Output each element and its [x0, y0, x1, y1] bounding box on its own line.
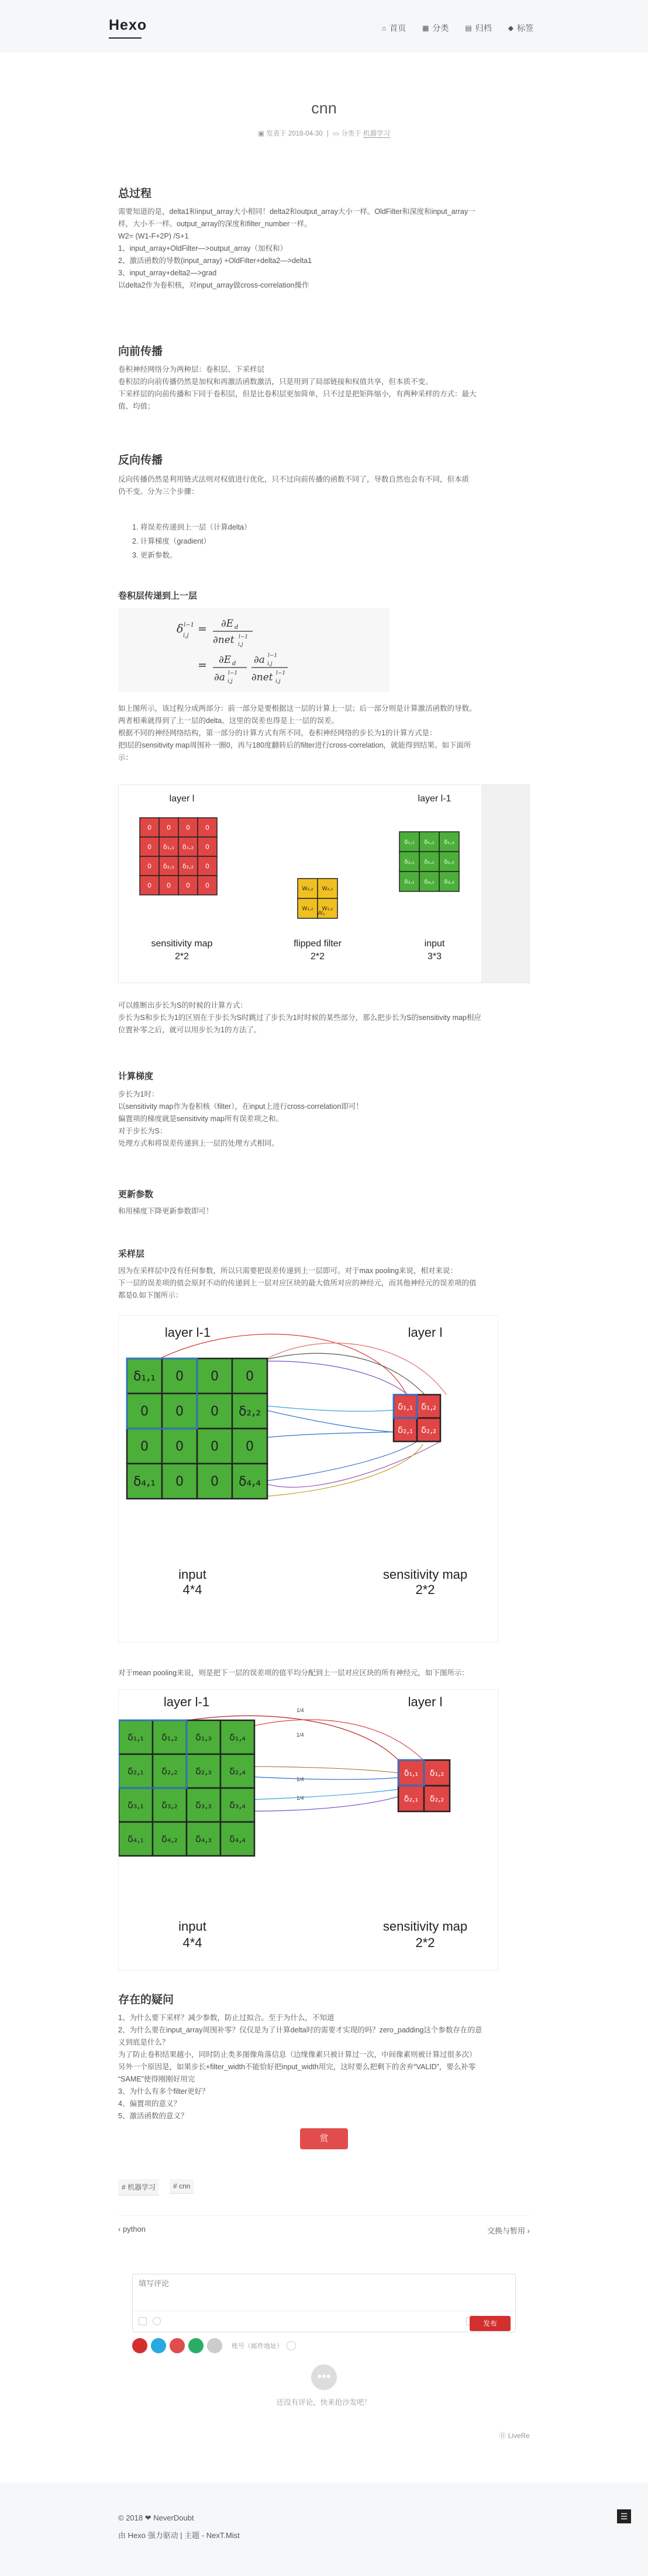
sensitivity-map-cell-label: δ₁,₂ [182, 843, 194, 851]
empty-comments-text: 还没有评论，快来抢沙发吧！ [276, 2398, 372, 2406]
text-line: 下一层的误差项的值会原封不动的传递到上一层对应区块的最大值所对应的神经元，而其他神经元的误差项的值 [118, 1279, 477, 1287]
figure-label: sensitivity map [151, 939, 213, 949]
tag-link[interactable]: # 机器学习 [118, 2179, 159, 2195]
calendar-icon: ▣ [258, 130, 264, 137]
overview-text [118, 206, 530, 292]
mean-input-grid-cell-label: δ₃,₂ [161, 1799, 178, 1811]
formula-text: i,j [275, 679, 281, 684]
text-line: 1、input_array+OldFilter—>output_array（加权和） [118, 244, 288, 253]
update-text [118, 1205, 530, 1218]
list-item: 3. 更新参数。 [132, 551, 177, 559]
figure-mean-pooling [118, 1689, 498, 1971]
formula-text: l−1 [228, 670, 238, 676]
reward-button[interactable]: 赏 [300, 2128, 348, 2149]
formula-text: i,j [267, 661, 273, 667]
sensitivity-map-cell-label: 0 [205, 843, 209, 851]
figure-label: 2*2 [415, 1582, 435, 1597]
subsection-heading: 更新参数 [118, 1190, 154, 1199]
formula-text: d [235, 624, 239, 631]
mean-input-grid-cell-label: δ₄,₄ [229, 1833, 246, 1845]
mean-pool-text [118, 1667, 530, 1679]
post-nav-divider [118, 2215, 530, 2216]
mean-sens-map-cell-label: δ₁,₂ [429, 1768, 444, 1778]
figure-label: 1/4 [297, 1732, 304, 1738]
text-line: 可以推断出步长为S的时候的计算方式： [118, 1001, 247, 1009]
text-line: 3、为什么有多个filter更好？ [118, 2087, 209, 2096]
nav-item-label: 归档 [475, 23, 492, 33]
nav-item-label: 分类 [432, 23, 449, 33]
questions-text [118, 2012, 530, 2122]
mean-input-grid-cell-label: δ₄,₂ [161, 1833, 178, 1845]
text-line: 步长为1时： [118, 1090, 159, 1098]
text-line: 以sensitivity map作为卷积核（filter），在input上进行cross-correlation即可！ [118, 1102, 363, 1111]
formula-svg [118, 608, 390, 692]
input-grid-cell-label: δ₂,₂ [424, 859, 435, 866]
forward-text [118, 364, 530, 413]
formula-text: ∂E [219, 654, 232, 666]
formula-text: l−1 [276, 670, 286, 676]
login-providers [132, 2338, 296, 2353]
mean-input-grid-cell-label: δ₄,₁ [127, 1833, 144, 1845]
image-icon[interactable] [139, 2317, 147, 2325]
mean-input-grid-cell-label: δ₁,₂ [161, 1731, 178, 1743]
figure-label: 2*2 [310, 952, 325, 962]
pool-input-grid-cell-label: 0 [211, 1474, 219, 1489]
subsection-heading: 计算梯度 [118, 1071, 154, 1081]
pool-input-grid-cell-label: 0 [175, 1474, 184, 1489]
nav-item-categories[interactable] [422, 22, 449, 34]
sensitivity-map-cell-label: 0 [147, 881, 151, 890]
pool-input-grid-cell-label: 0 [175, 1369, 184, 1384]
prev-post-link[interactable]: ‹ python [118, 2225, 146, 2233]
account-label: 账号（邮件地址） [232, 2343, 283, 2350]
input-grid-cell-label: δ₃,₁ [404, 879, 415, 886]
text-line: “SAME”使得刚刚好用完 [118, 2075, 195, 2083]
conv-delta-text [118, 703, 530, 764]
text-line: 根据不同的神经网络结构，第一部分的计算方式有所不同，卷积神经网络的步长为1的计算方式是： [118, 729, 437, 737]
back-to-top-button[interactable]: ☰ [617, 2509, 631, 2523]
text-line: 仍不变。分为三个步骤： [118, 487, 199, 496]
text-line: 义到底是什么？ [118, 2038, 170, 2046]
sensitivity-map-cell-label: 0 [147, 824, 151, 832]
post-title: cnn [311, 99, 337, 117]
mean-input-grid-cell-label: δ₂,₃ [195, 1765, 212, 1777]
figure-label: 1/4 [297, 1795, 304, 1801]
figure-label: 3*3 [427, 952, 442, 962]
pool-sens-map-cell-label: δ₂,₁ [398, 1424, 413, 1436]
nav-item-tags[interactable] [508, 22, 533, 34]
sensitivity-map-cell-label: 0 [205, 881, 209, 890]
sensitivity-map-cell-label: 0 [167, 824, 171, 832]
text-line: 示： [118, 753, 133, 762]
livere-brand[interactable]: ⓪ LiveRe [499, 2432, 530, 2440]
text-line: 为了防止卷积结果越小，同时防止类多图像角落信息（边缘像素只被计算过一次，中间像素则被计算过很多次） [118, 2051, 477, 2059]
tag-link[interactable]: # cnn [170, 2179, 194, 2194]
pool-text [118, 1265, 530, 1302]
text-line: 以delta2作为卷积核，对input_array做cross-correlation操作 [118, 281, 309, 289]
input-grid-cell-label: δ₂,₃ [444, 859, 454, 866]
text-line: 2、为什么要在input_array周围补零？仅仅是为了计算delta时的需要才实现的吗？zero_padding这个参数存在的意 [118, 2026, 482, 2034]
figure-label: input [424, 939, 445, 949]
formula-text: l−1 [184, 622, 194, 628]
next-post-link[interactable]: 交换与暂用 › [487, 2226, 530, 2235]
pool-input-grid-cell-label: 0 [246, 1369, 254, 1384]
folder-icon: ▭ [333, 130, 339, 137]
text-line: 偏置项的梯度就是sensitivity map所有误差项之和。 [118, 1115, 283, 1123]
mean-input-grid-cell-label: δ₂,₂ [161, 1765, 178, 1777]
wechat-icon[interactable] [188, 2338, 204, 2353]
figure-max-pooling [118, 1315, 498, 1643]
backward-steps [132, 520, 544, 562]
figure-svg [119, 1316, 498, 1642]
input-grid-cell-label: δ₁,₁ [404, 839, 415, 846]
nav-item-label: 首页 [390, 23, 406, 33]
nav-item-archives[interactable] [465, 22, 491, 34]
input-grid-cell-label: δ₂,₁ [404, 859, 415, 866]
sensitivity-map-cell-label: δ₂,₂ [182, 862, 194, 870]
pool-input-grid-cell-label: δ₂,₂ [238, 1404, 261, 1419]
mean-input-grid-cell-label: δ₂,₁ [127, 1765, 144, 1777]
input-grid-cell-label: δ₁,₂ [424, 839, 435, 846]
pool-input-grid-cell-label: 0 [140, 1404, 149, 1419]
post-category-link[interactable]: 机器学习 [363, 130, 390, 137]
home-icon: ⌂ [381, 24, 387, 32]
flipped-filter-cell-label: W₁,₁ [322, 906, 333, 912]
sensitivity-map-cell-label: 0 [205, 824, 209, 832]
pool-input-grid-cell-label: δ₄,₁ [133, 1474, 156, 1489]
formula-text: = [198, 659, 207, 672]
comment-box [132, 2274, 516, 2332]
grad-text [118, 1088, 530, 1150]
figure-label: 1/4 [297, 1707, 304, 1713]
help-icon[interactable] [287, 2341, 296, 2350]
pool-sens-map-cell-label: δ₂,₂ [421, 1424, 436, 1436]
formula-text: ∂net [251, 672, 273, 683]
stride-text [118, 1000, 530, 1036]
formula-text: i,j [228, 679, 233, 684]
logo-underline [109, 37, 142, 39]
tag-icon: ◆ [508, 24, 513, 32]
figure-svg [119, 1690, 498, 1970]
text-line: 另外一个原因是，如果步长+filter_width不能恰好把input_width用完，这时要么把剩下的舍弃“VALID”，要么补零 [118, 2063, 476, 2071]
archive-icon: ▤ [465, 24, 472, 32]
formula-text: l−1 [239, 634, 249, 640]
section-heading: 向前传播 [118, 345, 163, 358]
figure-label: layer l [408, 1695, 443, 1709]
formula-text: = [198, 623, 207, 635]
mean-input-grid-cell-label: δ₁,₃ [195, 1731, 212, 1743]
nav-item-home[interactable] [382, 22, 406, 34]
pool-input-grid-cell-label: 0 [211, 1369, 219, 1384]
comment-toolbar [133, 2311, 515, 2332]
pool-input-grid-cell-label: 0 [211, 1404, 219, 1419]
text-line: 5、激活函数的意义？ [118, 2112, 188, 2120]
mean-sens-map-cell-label: δ₂,₁ [404, 1794, 419, 1804]
footer-copyright: © 2018 ❤ NeverDoubt [118, 2513, 194, 2522]
text-line: 值、均值； [118, 402, 155, 410]
section-heading: 反向传播 [118, 454, 163, 466]
delta-formula [118, 608, 390, 692]
text-line: 4、偏置项的意义？ [118, 2100, 181, 2108]
figure-label: sensitivity map [382, 1919, 468, 1934]
figure-label: 1/4 [297, 1776, 304, 1782]
subsection-heading: 采样层 [118, 1249, 145, 1259]
douban-icon[interactable] [170, 2338, 185, 2353]
footer-powered-by: 由 Hexo 强力驱动 | 主题 - NexT.Mist [118, 2531, 240, 2540]
input-grid-cell-label: δ₃,₂ [424, 879, 435, 886]
main-nav [382, 22, 533, 34]
text-line: 对于mean pooling来说，则是把下一层的误差项的值平均分配到上一层对应区块的所有神经元，如下图所示： [118, 1669, 470, 1677]
pool-sens-map-cell-label: δ₁,₂ [421, 1401, 436, 1412]
pool-input-grid-cell-label: 0 [246, 1439, 254, 1454]
flipped-filter-cell-label: W₂,₂ [302, 886, 313, 893]
mean-input-grid-cell-label: δ₃,₁ [127, 1799, 144, 1811]
th-icon: ▦ [422, 24, 429, 32]
figure-svg [119, 785, 529, 983]
figure-label: input [178, 1919, 206, 1934]
text-line: 下采样层的向前传播和下同于卷积层，但是比卷积层更加简单，只不过是把矩阵缩小，有两种采样的方式：最大 [118, 390, 477, 398]
nav-item-label: 标签 [517, 23, 533, 33]
text-line: 位置补零之后，就可以用步长为1的方法了。 [118, 1026, 261, 1034]
sensitivity-map-cell-label: 0 [186, 824, 190, 832]
post-date: 2018-04-30 [288, 130, 323, 137]
meta-divider: | [326, 130, 329, 137]
qq-icon[interactable] [151, 2338, 166, 2353]
site-header [0, 0, 648, 53]
text-line: 需要知道的是，delta1和input_array大小相同！delta2和output_array大小一样。OldFilter和深度和input_array一 [118, 208, 475, 216]
formula-text: δ [177, 623, 184, 635]
figure-label: 4*4 [182, 1935, 202, 1950]
text-line: 步长为S和步长为1的区别在于步长为S时跳过了步长为1时时候的某些部分，那么把步长为S的sensitivity map相应 [118, 1014, 481, 1022]
mean-input-grid-cell-label: δ₁,₁ [127, 1731, 144, 1743]
category-prefix: 分类于 [341, 130, 361, 137]
figure-label: layer l [408, 1325, 443, 1340]
text-line: 对于步长为S： [118, 1127, 167, 1135]
subsection-heading: 卷积层传递到上一层 [118, 591, 198, 601]
sensitivity-map-cell-label: 0 [186, 881, 190, 890]
mean-input-grid-cell-label: δ₁,₄ [229, 1731, 246, 1743]
figure-label: layer l [169, 794, 195, 804]
site-footer [0, 2482, 648, 2576]
figure-label: 4*4 [182, 1582, 202, 1597]
sensitivity-map-cell-label: δ₁,₁ [163, 843, 175, 851]
text-line: 两者相乘就得到了上一层的delta。这里的误差也得是上一层的误差。 [118, 717, 339, 725]
formula-text: d [232, 661, 236, 667]
figure-label: input [178, 1567, 206, 1582]
mean-input-grid-cell-label: δ₃,₄ [229, 1799, 246, 1811]
text-line: 如上图所示，该过程分成两部分：前一部分是要根据这一层的计算上一层；后一部分则是计算激活函数的导数。 [118, 704, 477, 713]
text-line: 2、激活函数的导数(input_array) +OldFilter+delta2—>delta1 [118, 257, 312, 265]
more-icon[interactable] [207, 2338, 222, 2353]
section-heading: 总过程 [118, 188, 152, 200]
section-heading: 存在的疑问 [118, 1994, 174, 2006]
text-line: 都是0.如下图所示： [118, 1291, 183, 1299]
sensitivity-map-cell-label: δ₂,₁ [163, 862, 175, 870]
list-item: 2. 计算梯度（gradient） [132, 537, 211, 545]
pool-input-grid-cell-label: δ₁,₁ [133, 1369, 156, 1384]
figure-label: flipped filter [294, 939, 342, 949]
text-line: 反向传播仍然是利用链式法则对权值进行优化，只不过向前传播的函数不同了，导数自然也会有不同，但本质 [118, 475, 470, 483]
mean-sens-map-cell-label: δ₁,₁ [404, 1768, 419, 1778]
emoji-icon[interactable] [153, 2317, 161, 2325]
sensitivity-map-cell-label: 0 [167, 881, 171, 890]
input-grid-cell-label: δ₁,₃ [444, 839, 454, 846]
flipped-filter-cell-label: W₁,₂ [302, 906, 313, 912]
mean-input-grid-cell-label: δ₂,₄ [229, 1765, 246, 1777]
figure-full-convolution [118, 784, 530, 983]
mean-sens-map-cell-label: δ₂,₂ [429, 1794, 444, 1804]
figure-label: layer l-1 [418, 794, 451, 804]
text-line: 处理方式和将误差传递到上一层的处理方式相同。 [118, 1139, 280, 1147]
text-line: 3、input_array+delta2—>grad [118, 269, 217, 277]
comment-input[interactable] [139, 2279, 490, 2288]
pool-input-grid-cell-label: 0 [211, 1439, 219, 1454]
list-item: 1. 将误差传递到上一层（计算delta） [132, 523, 251, 531]
formula-text: ∂E [221, 618, 234, 630]
formula-text: i,j [183, 632, 189, 639]
input-grid-cell-label: δ₃,₃ [444, 879, 454, 886]
sensitivity-map-cell-label: 0 [147, 862, 151, 870]
formula-text: ∂a [214, 672, 225, 683]
text-line: 样，大小不一样。output_array的深度和filter_number一样。 [118, 220, 312, 228]
figure-label: 2*2 [174, 952, 189, 962]
pool-input-grid-cell-label: 0 [140, 1439, 149, 1454]
pool-sens-map-cell-label: δ₁,₁ [398, 1401, 413, 1412]
flipped-filter-cell-label: W₂,₁ [322, 886, 333, 893]
text-line: 和用梯度下降更新参数即可！ [118, 1207, 213, 1215]
text-line: 卷积层的向前传播仍然是加权和再激活函数激活，只是用到了局部链接和权值共享，但本质不变。 [118, 378, 433, 386]
backward-text [118, 473, 530, 498]
formula-text: ∂a [254, 654, 265, 666]
sensitivity-map-cell-label: 0 [205, 862, 209, 870]
comment-bubble-icon: ••• [311, 2364, 337, 2390]
mean-input-grid-cell-label: δ₃,₃ [195, 1799, 212, 1811]
post-meta [118, 129, 530, 138]
sensitivity-map-cell-label: 0 [147, 843, 151, 851]
text-line: 因为在采样层中没有任何参数，所以只需要把误差传递到上一层即可。对于max pooling来说，相对来说： [118, 1267, 457, 1275]
text-line: 把l层的sensitivity map周围补一圈0，再与180度翻转后的filter进行cross-correlation，就能得到结果。如下面所 [118, 741, 471, 749]
formula-text: i,j [238, 642, 243, 648]
pool-input-grid-cell-label: 0 [175, 1439, 184, 1454]
text-line: W2= (W1-F+2P) /S+1 [118, 232, 189, 240]
pool-input-grid-cell-label: 0 [175, 1404, 184, 1419]
site-logo[interactable]: Hexo [109, 17, 147, 33]
weibo-icon[interactable] [132, 2338, 147, 2353]
figure-label: layer l-1 [163, 1695, 210, 1709]
figure-label: 2*2 [415, 1935, 435, 1950]
text-line: 卷积神经网络分为两种层：卷积层、下采样层 [118, 365, 265, 374]
formula-text: ∂net [213, 634, 235, 646]
publish-button[interactable]: 发布 [470, 2316, 511, 2331]
figure-label: W₀ [317, 910, 325, 917]
figure-label: sensitivity map [382, 1567, 468, 1582]
figure-label: layer l-1 [164, 1325, 211, 1340]
mean-input-grid-cell-label: δ₄,₃ [195, 1833, 212, 1845]
pool-input-grid-cell-label: δ₄,₄ [238, 1474, 261, 1489]
date-prefix: 发表于 [266, 130, 287, 137]
text-line: 1、为什么要下采样？减少参数，防止过拟合。至于为什么，不知道 [118, 2014, 335, 2022]
formula-text: l−1 [268, 653, 278, 659]
